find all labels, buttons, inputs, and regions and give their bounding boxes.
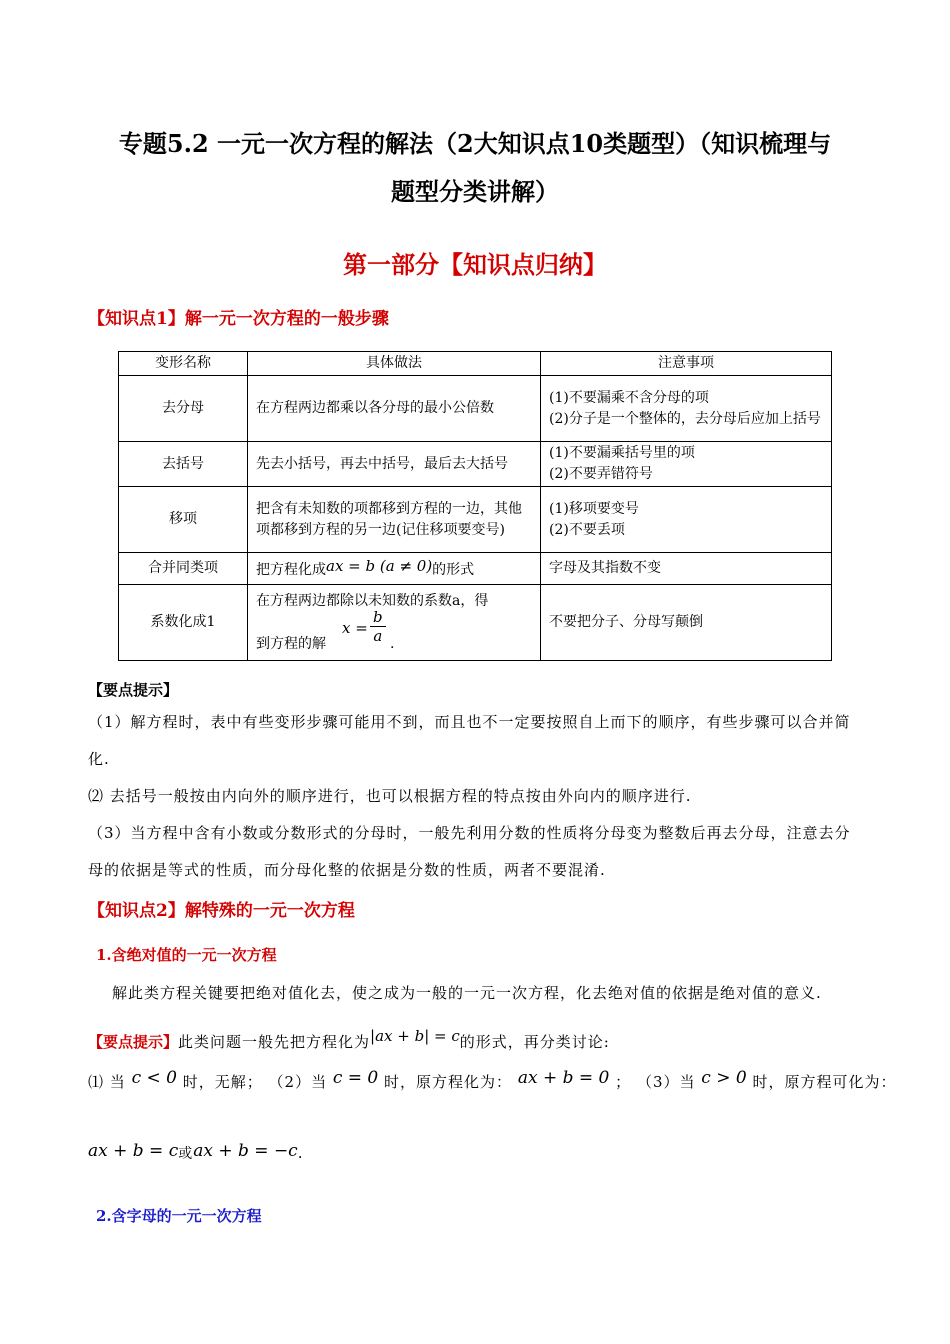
table-row xyxy=(119,585,832,661)
case-text: 时，原方程化为： xyxy=(384,1073,513,1091)
header-notes: 注意事项 xyxy=(541,352,832,376)
note-line: (1)移项要变号 xyxy=(549,500,639,517)
row-notes xyxy=(541,585,832,661)
section-2-heading: 2.含字母的一元一次方程 xyxy=(96,1207,262,1225)
case-text: （3）当 xyxy=(636,1073,696,1091)
row-method: 把含有未知数的项都移到方程的一边，其他项都移到方程的另一边(记住移项要变号) xyxy=(248,487,541,553)
case-text: 时，原方程可化为： xyxy=(752,1073,897,1091)
method-text: 把方程化成 xyxy=(256,562,326,578)
method-text: 到方程的解 xyxy=(256,636,326,652)
table-row xyxy=(119,376,832,442)
formula-c-lt-0: c < 0 xyxy=(131,1068,177,1088)
table-row xyxy=(119,442,832,487)
method-text: 的形式 xyxy=(432,562,475,578)
formula-abs: |ax + b| = c xyxy=(370,1027,460,1045)
header-method: 具体做法 xyxy=(248,352,541,376)
title-line-1: 专题5.2 一元一次方程的解法（2大知识点10类题型）（知识梳理与 xyxy=(118,129,832,158)
tip-text: 此类问题一般先把方程化为 xyxy=(178,1033,371,1051)
formula-c-eq-0: c = 0 xyxy=(332,1068,379,1088)
document-title xyxy=(60,120,890,216)
note-line: 不要把分子、分母写颠倒 xyxy=(549,614,703,630)
result-end: . xyxy=(297,1144,304,1162)
row-method: 先去小括号，再去中括号，最后去大括号 xyxy=(248,442,541,487)
knowledge-point-2-heading: 【知识点2】解特殊的一元一次方程 xyxy=(88,901,355,921)
steps-table xyxy=(118,351,832,661)
table-row xyxy=(119,553,832,585)
row-name: 移项 xyxy=(119,487,248,553)
tip-paragraph-1: （1）解方程时，表中有些变形步骤可能用不到，而且也不一定要按照自上而下的顺序，有些步骤可以合并简化. xyxy=(88,713,851,768)
tip-paragraph-3: （3）当方程中含有小数或分数形式的分母时，一般先利用分数的性质将分母变为整数后再去分母，注意去分母的依据是等式的性质，而分母化整的依据是分数的性质，两者不要混淆. xyxy=(88,824,851,879)
fraction-b-over-a xyxy=(370,608,386,645)
tips-heading: 【要点提示】 xyxy=(88,681,179,699)
or-text: 或 xyxy=(178,1146,194,1162)
title-line-2: 题型分类讲解） xyxy=(391,177,559,206)
knowledge-point-1-heading: 【知识点1】解一元一次方程的一般步骤 xyxy=(88,309,389,329)
section-1-heading: 1.含绝对值的一元一次方程 xyxy=(96,946,277,964)
part-title: 第一部分【知识点归纳】 xyxy=(343,250,607,279)
section-1-text: 解此类方程关键要把绝对值化去，使之成为一般的一元一次方程，化去绝对值的依据是绝对值的意义. xyxy=(112,984,822,1002)
formula-x-eq: x = xyxy=(342,619,368,637)
formula-ax-eq-b: ax = b (a ≠ 0) xyxy=(326,557,433,575)
row-notes xyxy=(541,442,832,487)
tip-text: 的形式，再分类讨论: xyxy=(459,1033,610,1051)
solution-line xyxy=(256,608,532,654)
fraction-denominator: a xyxy=(373,627,383,645)
case-text: ； xyxy=(615,1073,632,1091)
table-row xyxy=(119,487,832,553)
row-name: 合并同类项 xyxy=(119,553,248,585)
note-line: (2)不要弄错符号 xyxy=(549,466,653,482)
note-line: (2)分子是一个整体的，去分母后应加上括号 xyxy=(549,410,821,427)
formula-c-gt-0: c > 0 xyxy=(701,1068,747,1088)
case-text: （2）当 xyxy=(268,1073,328,1091)
header-transform-name: 变形名称 xyxy=(119,352,248,376)
row-method xyxy=(248,553,541,585)
note-line: (2)不要丢项 xyxy=(549,521,625,538)
row-name: 系数化成1 xyxy=(119,585,248,661)
note-line: 字母及其指数不变 xyxy=(549,560,661,576)
case-text: 时，无解； xyxy=(182,1073,263,1091)
result-line xyxy=(88,1141,304,1163)
formula-ax-b-eq-c: ax + b = c xyxy=(88,1141,179,1161)
fraction-numerator: b xyxy=(370,608,386,627)
method-text: 在方程两边都除以未知数的系数a，得 xyxy=(256,593,489,609)
tip-paragraph-2: ⑵ 去括号一般按由内向外的顺序进行，也可以根据方程的特点按由外向内的顺序进行. xyxy=(88,787,692,805)
row-notes xyxy=(541,376,832,442)
row-notes xyxy=(541,487,832,553)
row-method: 在方程两边都乘以各分母的最小公倍数 xyxy=(248,376,541,442)
row-name: 去分母 xyxy=(119,376,248,442)
note-line: (1)不要漏乘括号里的项 xyxy=(549,445,695,461)
case-text: ⑴ 当 xyxy=(88,1073,126,1091)
row-name: 去括号 xyxy=(119,442,248,487)
tip-label: 【要点提示】 xyxy=(88,1033,179,1051)
formula-ax-b-eq-0: ax + b = 0 xyxy=(517,1068,610,1088)
table-header-row xyxy=(119,352,832,376)
method-text: . xyxy=(390,636,395,652)
formula-ax-b-eq-neg-c: ax + b = −c xyxy=(193,1141,298,1161)
row-notes xyxy=(541,553,832,585)
cases-line xyxy=(88,1068,896,1092)
abs-tip-line xyxy=(88,1027,610,1052)
note-line: (1)不要漏乘不含分母的项 xyxy=(549,389,709,406)
row-method xyxy=(248,585,541,661)
